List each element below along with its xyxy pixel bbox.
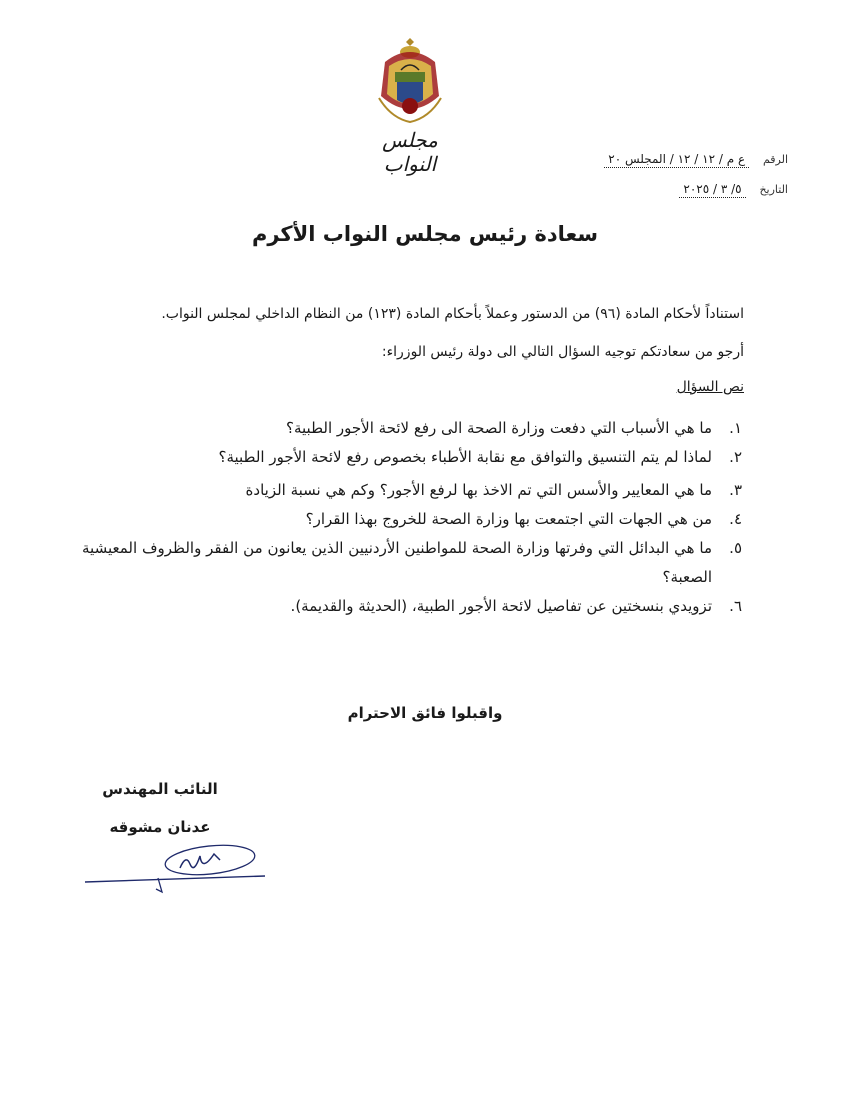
coat-of-arms-icon: [375, 36, 445, 128]
signer-title: النائب المهندس: [102, 780, 218, 798]
council-logo-text: مجلس النواب: [382, 128, 438, 176]
request-paragraph: أرجو من سعادتكم توجيه السؤال التالي الى دولة رئيس الوزراء:: [381, 344, 744, 360]
question-heading: نص السؤال: [676, 379, 744, 395]
signer-name: عدنان مشوقه: [109, 818, 211, 836]
question-number: ١.: [729, 419, 742, 437]
question-text: ما هي البدائل التي وفرتها وزارة الصحة للمواطنين الأردنيين الذين يعانون من الفقر والظروف المعيشية الصعبة؟: [82, 539, 712, 586]
date-label: التاريخ: [759, 183, 788, 196]
question-text: تزويدي بنسختين عن تفاصيل لائحة الأجور الطبية، (الحديثة والقديمة).: [290, 597, 712, 615]
closing-line: واقبلوا فائق الاحترام: [347, 704, 503, 722]
reference-label: الرقم: [762, 153, 788, 166]
date-value: ٥/ ٣ / ٢٠٢٥: [679, 182, 745, 198]
date-row: [679, 182, 788, 196]
question-item: [82, 414, 742, 443]
question-number: ٦.: [729, 597, 742, 615]
question-item: [82, 505, 742, 534]
reference-value: ع م / ١٢ / ١٢ / المجلس ٢٠: [604, 152, 749, 168]
question-number: ٣.: [729, 481, 742, 499]
question-text: من هي الجهات التي اجتمعت بها وزارة الصحة للخروج بهذا القرار؟: [305, 510, 712, 528]
question-text: ما هي الأسباب التي دفعت وزارة الصحة الى رفع لائحة الأجور الطبية؟: [286, 419, 712, 437]
question-item: [82, 443, 742, 472]
question-number: ٥.: [729, 539, 742, 557]
signature-icon: [80, 838, 270, 898]
questions-list: [82, 414, 742, 621]
question-item: [82, 534, 742, 592]
reference-number-row: [604, 152, 788, 166]
addressee-heading: سعادة رئيس مجلس النواب الأكرم: [251, 222, 599, 246]
question-number: ٢.: [729, 448, 742, 466]
legal-basis-paragraph: استناداً لأحكام المادة (٩٦) من الدستور وعملاً بأحكام المادة (١٢٣) من النظام الداخلي لمجلس النواب.: [161, 306, 744, 322]
question-item: [82, 476, 742, 505]
question-text: لماذا لم يتم التنسيق والتوافق مع نقابة الأطباء بخصوص رفع لائحة الأجور الطبية؟: [218, 448, 712, 466]
question-item: [82, 592, 742, 621]
question-number: ٤.: [729, 510, 742, 528]
question-text: ما هي المعايير والأسس التي تم الاخذ بها لرفع الأجور؟ وكم هي نسبة الزيادة: [245, 481, 712, 499]
